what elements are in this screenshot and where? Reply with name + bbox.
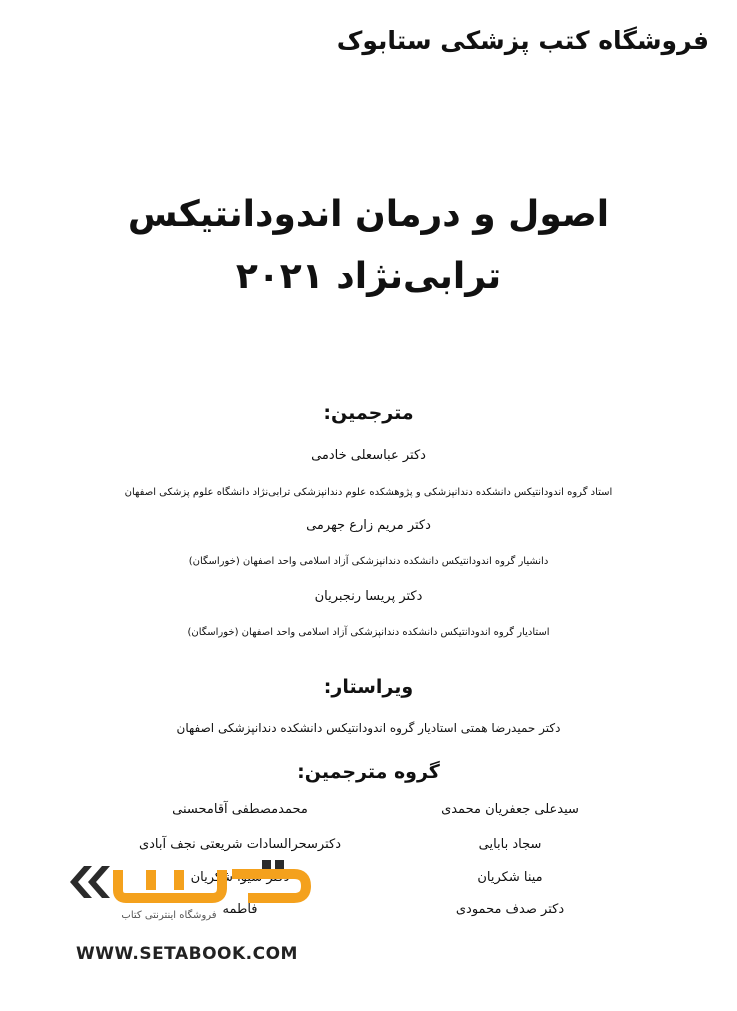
setabook-logo-icon bbox=[62, 852, 322, 912]
team-member: دکتر شیوا شکریان bbox=[190, 870, 290, 885]
translator-name: دکتر مریم زارع جهرمی bbox=[306, 518, 431, 533]
translator-name: دکتر پریسا رنجبریان bbox=[314, 589, 423, 604]
editor-heading: ویراستار: bbox=[323, 676, 414, 698]
translator-affiliation: استادیار گروه اندودانتیکس دانشکده دندانپزشکی آزاد اسلامی واحد اصفهان (خوراسگان) bbox=[187, 627, 550, 638]
translator-affiliation: دانشیار گروه اندودانتیکس دانشکده دندانپزشکی آزاد اسلامی واحد اصفهان (خوراسگان) bbox=[188, 556, 549, 567]
book-subtitle: ترابی‌نژاد ۲۰۲۱ bbox=[235, 256, 502, 297]
editor-line: دکتر حمیدرضا همتی استادیار گروه اندودانتیکس دانشکده دندانپزشکی اصفهان bbox=[176, 721, 561, 735]
store-name: فروشگاه کتب پزشکی ستابوک bbox=[336, 26, 709, 55]
team-member: محمدمصطفی آقامحسنی bbox=[172, 802, 308, 817]
team-member: فاطمه bbox=[222, 902, 258, 917]
team-member: سجاد بابایی bbox=[478, 837, 542, 852]
team-heading: گروه مترجمین: bbox=[297, 761, 440, 783]
watermark-tagline: فروشگاه اینترنتی کتاب bbox=[121, 910, 217, 921]
translators-heading: مترجمین: bbox=[323, 402, 414, 424]
setabook-watermark bbox=[62, 852, 322, 972]
team-member: سیدعلی جعفریان محمدی bbox=[441, 802, 579, 817]
team-member: دکترسحرالسادات شریعتی نجف آبادی bbox=[138, 837, 342, 852]
book-title: اصول و درمان اندودانتیکس bbox=[127, 194, 610, 235]
watermark-site: WWW.SETABOOK.COM bbox=[76, 944, 298, 964]
translator-affiliation: استاد گروه اندودانتیکس دانشکده دندانپزشکی و پژوهشکده علوم دندانپزشکی ترابی‌نژاد دانشگاه علوم پزشکی اصفهان bbox=[124, 487, 613, 498]
team-member: دکتر صدف محمودی bbox=[455, 902, 565, 917]
translator-name: دکتر عباسعلی خادمی bbox=[311, 448, 426, 463]
team-member: مینا شکریان bbox=[477, 870, 543, 885]
